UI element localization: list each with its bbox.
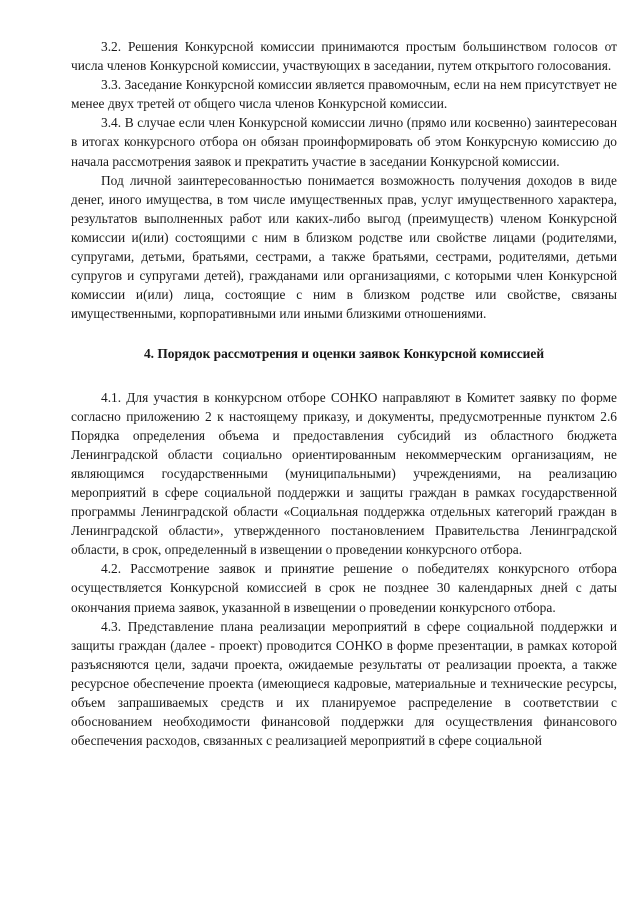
paragraph-3-4: 3.4. В случае если член Конкурсной комиссии лично (прямо или косвенно) заинтересован в итогах конкурсного отбора он обязан проинформировать об этом Конкурсную комиссию до начала рассмотрения заявок и прекратить участие в заседании Конкурсной комиссии. — [71, 115, 617, 169]
paragraph-4-2: 4.2. Рассмотрение заявок и принятие решение о победителях конкурсного отбора осуществляется Конкурсной комиссией в срок не позднее 30 календарных дней с даты окончания приема заявок, указанной в извещении о проведении конкурсного отбора. — [71, 561, 617, 615]
paragraph-4-1: 4.1. Для участия в конкурсном отборе СОНКО направляют в Комитет заявку по форме согласно приложению 2 к настоящему приказу, и документы, предусмотренные пунктом 2.6 Порядка определения объема и предоставления субсидий из областного бюджета Ленинградской области социально ориентированным некоммерческим организациям, не являющимся государственными (муниципальными) учреждениями, на реализацию мероприятий в сфере социальной поддержки и защиты граждан в рамках государственной программы Ленинградской области «Социальная поддержка отдельных категорий граждан в Ленинградской области», утвержденного постановлением Правительства Ленинградской области, в срок, определенный в извещении о проведении конкурсного отбора. — [71, 389, 617, 558]
section-heading: 4. Порядок рассмотрения и оценки заявок Конкурсной комиссией — [143, 346, 545, 362]
paragraph-3-3: 3.3. Заседание Конкурсной комиссии является правомочным, если на нем присутствует не менее двух третей от общего числа членов Конкурсной комиссии. — [71, 77, 617, 112]
paragraph-4-3: 4.3. Представление плана реализации мероприятий в сфере социальной поддержки и защиты граждан (далее - проект) проводится СОНКО в форме презентации, в рамках которой разъясняются цели, задачи проекта, ожидаемые результаты от реализации проекта, а также ресурсное обеспечение проекта (имеющиеся кадровые, материальные и технические ресурсы, объем запрашиваемых средств и их планируемое распределение в соответствии с обоснованием необходимости финансовой поддержки для осуществления финансового обеспечения расходов, связанных с реализацией мероприятий в сфере социальной — [71, 618, 617, 749]
document-body — [71, 37, 617, 750]
paragraph-3-2: 3.2. Решения Конкурсной комиссии принимаются простым большинством голосов от числа членов Конкурсной комиссии, участвующих в заседании, путем открытого голосования. — [71, 39, 617, 74]
paragraph-personal-interest: Под личной заинтересованностью понимается возможность получения доходов в виде денег, иного имущества, в том числе имущественных прав, услуг имущественного характера, результатов выполненных работ или каких-либо выгод (преимуществ) членом Конкурсной комиссии и(или) состоящими с ним в близком родстве или свойстве лицами (родителями, супругами, детьми, братьями, сестрами, а также братьями, сестрами, родителями, детьми супругов и супругами детей), гражданами или организациями, с которыми член Конкурсной комиссии и(или) лица, состоящие с ним в близком родстве или свойстве, связаны имущественными, корпоративными или иными близкими отношениями. — [71, 172, 617, 322]
